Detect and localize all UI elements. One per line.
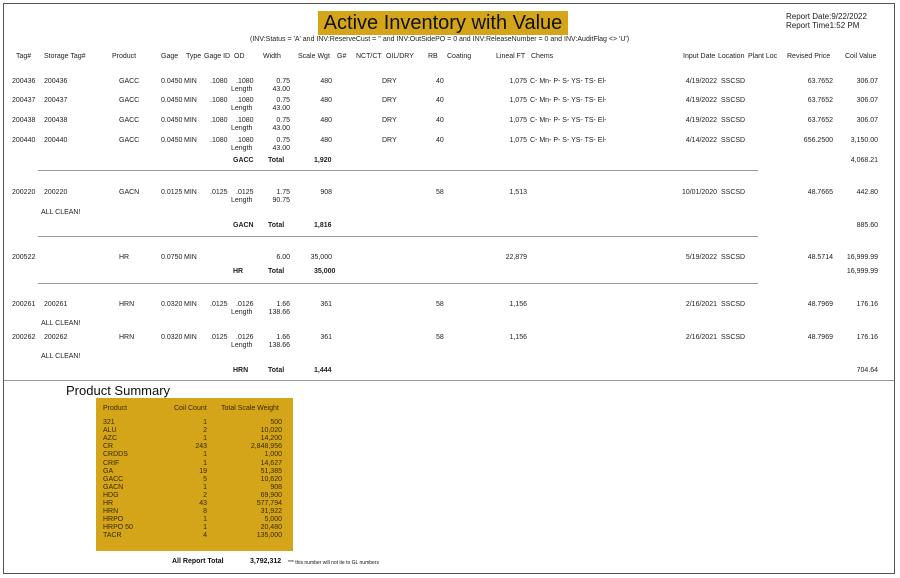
cell-location: SSCSD (721, 137, 746, 144)
cell-oil-dry: DRY (382, 78, 397, 85)
cell-input-date: 5/19/2022 (685, 254, 717, 261)
report-title: Active Inventory with Value (318, 11, 568, 35)
cell-revised-price: 63.7652 (807, 78, 833, 85)
column-header: OIL/DRY (386, 53, 414, 60)
cell-coil-value: 16,999.99 (846, 254, 878, 261)
cell-lineal-ft: 1,156 (509, 301, 527, 308)
cell-gage-id: .1080 (210, 78, 228, 85)
summary-cell-count: 43 (199, 500, 207, 507)
summary-cell-product: 321 (103, 419, 115, 426)
cell-chems: C- Mn- P- S- YS- TS- El- (530, 117, 607, 124)
column-header: Location (718, 53, 745, 60)
summary-cell-product: HRPO (103, 516, 124, 524)
cell-sub-label: Length (231, 309, 253, 316)
cell-length: 43.00 (272, 145, 290, 152)
cell-rb: 58 (436, 301, 444, 308)
cell-gage: 0.0450 (161, 78, 183, 85)
group-total-weight: 1,444 (314, 367, 332, 374)
cell-gage: 0.0320 (161, 301, 183, 308)
summary-cell-product: ALU (103, 427, 117, 435)
cell-gage-id: .1080 (210, 137, 228, 144)
group-total-product: GACC (233, 157, 254, 164)
summary-cell-weight: 1,000 (264, 451, 282, 459)
summary-cell-product: GA (103, 467, 114, 475)
cell-gage-id: .1080 (210, 117, 228, 124)
column-header: Type (186, 53, 202, 60)
summary-cell-weight: 500 (270, 419, 282, 426)
summary-cell-weight: 69,900 (260, 491, 282, 499)
cell-note: ALL CLEAN! (41, 209, 81, 216)
cell-lineal-ft: 1,156 (509, 334, 527, 341)
cell-tag: 200261 (12, 301, 36, 308)
summary-cell-count: 1 (203, 459, 207, 467)
summary-cell-count: 1 (203, 435, 207, 443)
cell-note: ALL CLEAN! (41, 353, 81, 360)
cell-od: .0126 (236, 301, 254, 308)
column-header: Revised Price (787, 53, 831, 60)
cell-width: 6.00 (276, 254, 290, 261)
cell-width: 0.75 (276, 97, 290, 104)
cell-chems: C- Mn- P- S- YS- TS- El- (530, 97, 607, 104)
summary-cell-count: 8 (203, 508, 207, 516)
column-header: Storage Tag# (44, 53, 86, 60)
cell-revised-price: 48.5714 (807, 254, 833, 261)
cell-oil-dry: DRY (382, 117, 397, 124)
summary-cell-product: TACR (103, 532, 122, 540)
cell-coil-value: 306.07 (856, 97, 878, 104)
group-total-value: 4,068.21 (850, 157, 878, 164)
cell-rb: 40 (436, 97, 444, 104)
cell-gage: 0.0750 (161, 254, 183, 261)
cell-od: .1080 (236, 78, 254, 85)
group-total-weight: 1,920 (314, 157, 332, 164)
cell-sub-label: Length (231, 105, 253, 112)
cell-product: GACC (119, 137, 140, 144)
cell-tag: 200522 (12, 254, 36, 261)
cell-product: GACC (119, 117, 140, 124)
cell-length: 138.66 (268, 309, 290, 316)
summary-cell-count: 243 (195, 443, 207, 451)
group-total-weight: 1,816 (314, 222, 332, 229)
cell-scale-wgt: 908 (320, 189, 332, 196)
cell-type: MIN (184, 97, 197, 104)
cell-rb: 58 (436, 189, 444, 196)
footer-note: *** this number will not tie to GL numbers (288, 560, 379, 566)
report-time: Report Time1:52 PM (786, 21, 860, 30)
summary-cell-product: HDG (103, 491, 119, 499)
column-header: Coating (447, 53, 472, 60)
summary-cell-weight: 31,922 (260, 508, 282, 516)
cell-coil-value: 176.16 (856, 301, 878, 308)
group-total-product: GACN (233, 222, 254, 229)
cell-product: HR (119, 254, 130, 261)
column-header: RB (428, 53, 438, 60)
cell-tag: 200220 (12, 189, 36, 196)
summary-header-product: Product (103, 405, 128, 412)
cell-gage: 0.0450 (161, 97, 183, 104)
column-header: OD (234, 53, 245, 60)
cell-tag: 200436 (12, 78, 36, 85)
summary-cell-product: AZC (103, 435, 117, 443)
group-total-product: HR (233, 268, 244, 275)
cell-storage-tag: 200220 (44, 189, 68, 196)
cell-input-date: 2/16/2021 (685, 334, 717, 341)
column-header: Chems (531, 53, 554, 60)
column-header: Product (112, 53, 137, 60)
summary-cell-weight: 908 (270, 483, 282, 491)
cell-input-date: 4/19/2022 (685, 97, 717, 104)
cell-oil-dry: DRY (382, 97, 397, 104)
summary-cell-weight: 5,000 (264, 516, 282, 524)
cell-storage-tag: 200262 (44, 334, 68, 341)
cell-revised-price: 63.7652 (807, 117, 833, 124)
cell-input-date: 4/19/2022 (685, 117, 717, 124)
cell-width: 0.75 (276, 137, 290, 144)
cell-storage-tag: 200437 (44, 97, 68, 104)
cell-width: 0.75 (276, 78, 290, 85)
cell-width: 1.75 (276, 189, 290, 196)
column-header: Coil Value (845, 53, 877, 60)
group-separator (4, 380, 894, 381)
group-total-label: Total (268, 268, 285, 275)
report-filter: (INV:Status = 'A' and INV:ReserveCust = '' and INV:OutSidePO = 0 and INV:ReleaseNumber = 0 and INV:AuditFlag <> 'U') (250, 36, 630, 43)
column-header: Width (263, 53, 281, 60)
cell-chems: C- Mn- P- S- YS- TS- El- (530, 137, 607, 144)
summary-cell-product: HRPO 50 (103, 524, 133, 532)
summary-header-weight: Total Scale Weight (221, 405, 279, 412)
cell-scale-wgt: 361 (320, 334, 332, 341)
cell-location: SSCSD (721, 334, 746, 341)
cell-location: SSCSD (721, 97, 746, 104)
summary-cell-count: 4 (203, 532, 207, 540)
column-header: Gage (161, 53, 179, 60)
group-total-value: 885.60 (856, 222, 878, 229)
cell-storage-tag: 200261 (44, 301, 68, 308)
cell-rb: 40 (436, 117, 444, 124)
cell-product: GACC (119, 78, 140, 85)
cell-type: MIN (184, 78, 197, 85)
product-summary-table (96, 398, 293, 551)
cell-type: MIN (184, 189, 197, 196)
cell-input-date: 4/14/2022 (685, 137, 717, 144)
cell-input-date: 4/19/2022 (685, 78, 717, 85)
cell-type: MIN (184, 117, 197, 124)
cell-coil-value: 306.07 (856, 117, 878, 124)
summary-cell-weight: 14,627 (260, 459, 282, 467)
cell-length: 43.00 (272, 86, 290, 93)
group-total-value: 704.64 (856, 367, 878, 374)
summary-cell-product: CR (103, 443, 114, 451)
group-separator (38, 236, 758, 237)
cell-revised-price: 656.2500 (803, 137, 833, 144)
cell-coil-value: 176.16 (856, 334, 878, 341)
cell-note: ALL CLEAN! (41, 320, 81, 327)
cell-storage-tag: 200438 (44, 117, 68, 124)
cell-od: .0125 (236, 189, 254, 196)
cell-length: 43.00 (272, 105, 290, 112)
cell-product: GACN (119, 189, 140, 196)
cell-scale-wgt: 361 (320, 301, 332, 308)
cell-tag: 200437 (12, 97, 36, 104)
cell-location: SSCSD (721, 254, 746, 261)
summary-cell-weight: 10,620 (260, 475, 282, 483)
cell-od: .0126 (236, 334, 254, 341)
cell-product: GACC (119, 97, 140, 104)
cell-od: .1080 (236, 97, 254, 104)
cell-gage: 0.0320 (161, 334, 183, 341)
summary-cell-weight: 577,794 (256, 500, 282, 507)
cell-location: SSCSD (721, 117, 746, 124)
cell-tag: 200440 (12, 137, 36, 144)
column-header: NCT/CT (356, 53, 382, 60)
cell-gage-id: .0125 (210, 189, 228, 196)
cell-coil-value: 3,150.00 (850, 137, 878, 144)
cell-input-date: 2/16/2021 (685, 301, 717, 308)
cell-type: MIN (184, 137, 197, 144)
group-total-label: Total (268, 367, 285, 374)
summary-cell-product: CRDDS (103, 451, 128, 459)
cell-revised-price: 48.7969 (807, 334, 833, 341)
column-header: Gage ID (204, 53, 231, 60)
cell-od: .1080 (236, 137, 254, 144)
cell-rb: 40 (436, 137, 444, 144)
summary-cell-product: GACN (103, 483, 124, 491)
summary-cell-count: 2 (203, 427, 207, 435)
group-total-label: Total (268, 222, 285, 229)
column-header: Plant Loc (748, 53, 778, 60)
cell-storage-tag: 200440 (44, 137, 68, 144)
cell-width: 1.66 (276, 301, 290, 308)
cell-gage: 0.0450 (161, 117, 183, 124)
footer-total-value: 3,792,312 (250, 558, 282, 565)
summary-cell-count: 1 (203, 483, 207, 491)
column-header: Input Date (683, 53, 716, 60)
cell-sub-label: Length (231, 197, 253, 204)
cell-type: MIN (184, 254, 197, 261)
summary-cell-count: 2 (203, 491, 207, 499)
cell-sub-label: Length (231, 145, 253, 152)
group-separator (38, 283, 758, 284)
cell-gage-id: .0125 (210, 301, 228, 308)
cell-od: .1080 (236, 117, 254, 124)
cell-lineal-ft: 1,075 (509, 78, 527, 85)
summary-cell-product: CRIF (103, 459, 120, 467)
cell-scale-wgt: 480 (320, 137, 332, 144)
group-total-label: Total (268, 157, 285, 164)
cell-product: HRN (119, 301, 135, 308)
cell-lineal-ft: 1,513 (509, 189, 527, 196)
cell-lineal-ft: 1,075 (509, 117, 527, 124)
report-date: Report Date:9/22/2022 (786, 12, 867, 21)
cell-revised-price: 48.7665 (807, 189, 833, 196)
summary-cell-weight: 20,480 (260, 524, 282, 532)
cell-gage: 0.0450 (161, 137, 183, 144)
cell-oil-dry: DRY (382, 137, 397, 144)
cell-revised-price: 63.7652 (807, 97, 833, 104)
summary-cell-product: HRN (103, 508, 119, 516)
summary-cell-weight: 135,000 (256, 532, 282, 540)
cell-input-date: 10/01/2020 (681, 189, 717, 196)
column-header: Lineal FT (496, 53, 526, 60)
summary-header-coil-count: Coil Count (174, 405, 207, 412)
cell-product: HRN (119, 334, 135, 341)
cell-sub-label: Length (231, 86, 253, 93)
cell-gage: 0.0125 (161, 189, 183, 196)
summary-cell-weight: 10,020 (260, 427, 282, 435)
cell-scale-wgt: 35,000 (310, 254, 332, 261)
summary-title: Product Summary (66, 383, 171, 398)
cell-rb: 58 (436, 334, 444, 341)
column-header: G# (337, 53, 347, 60)
cell-chems: C- Mn- P- S- YS- TS- El- (530, 78, 607, 85)
group-total-product: HRN (233, 367, 249, 374)
cell-scale-wgt: 480 (320, 97, 332, 104)
summary-cell-product: GACC (103, 475, 124, 483)
summary-cell-count: 5 (203, 475, 207, 483)
cell-rb: 40 (436, 78, 444, 85)
column-header: Scale Wgt (298, 53, 330, 60)
report-meta (786, 12, 867, 30)
cell-sub-label: Length (231, 125, 253, 132)
group-separator (38, 170, 758, 171)
cell-length: 138.66 (268, 342, 290, 349)
summary-cell-count: 1 (203, 524, 207, 532)
cell-coil-value: 306.07 (856, 78, 878, 85)
summary-cell-count: 1 (203, 516, 207, 524)
cell-lineal-ft: 22,879 (505, 254, 527, 261)
cell-storage-tag: 200436 (44, 78, 68, 85)
cell-coil-value: 442.80 (856, 189, 878, 196)
cell-width: 0.75 (276, 117, 290, 124)
cell-location: SSCSD (721, 301, 746, 308)
cell-tag: 200438 (12, 117, 36, 124)
cell-length: 90.75 (272, 197, 290, 204)
cell-scale-wgt: 480 (320, 78, 332, 85)
cell-location: SSCSD (721, 78, 746, 85)
summary-cell-weight: 2,848,956 (250, 443, 282, 451)
summary-cell-product: HR (103, 500, 114, 507)
cell-length: 43.00 (272, 125, 290, 132)
group-total-weight: 35,000 (314, 268, 336, 275)
summary-cell-weight: 51,385 (260, 467, 282, 475)
footer-total-label: All Report Total (172, 558, 224, 565)
cell-location: SSCSD (721, 189, 746, 196)
cell-type: MIN (184, 334, 197, 341)
summary-cell-count: 1 (203, 451, 207, 459)
cell-gage-id: .0125 (210, 334, 228, 341)
cell-scale-wgt: 480 (320, 117, 332, 124)
cell-lineal-ft: 1,075 (509, 137, 527, 144)
cell-sub-label: Length (231, 342, 253, 349)
summary-cell-weight: 14,200 (260, 435, 282, 443)
group-total-value: 16,999.99 (846, 268, 878, 275)
cell-lineal-ft: 1,075 (509, 97, 527, 104)
cell-width: 1.66 (276, 334, 290, 341)
cell-revised-price: 48.7969 (807, 301, 833, 308)
cell-tag: 200262 (12, 334, 36, 341)
cell-type: MIN (184, 301, 197, 308)
summary-cell-count: 1 (203, 419, 207, 426)
column-header: Tag# (16, 53, 32, 60)
cell-gage-id: .1080 (210, 97, 228, 104)
summary-cell-count: 19 (199, 467, 207, 475)
